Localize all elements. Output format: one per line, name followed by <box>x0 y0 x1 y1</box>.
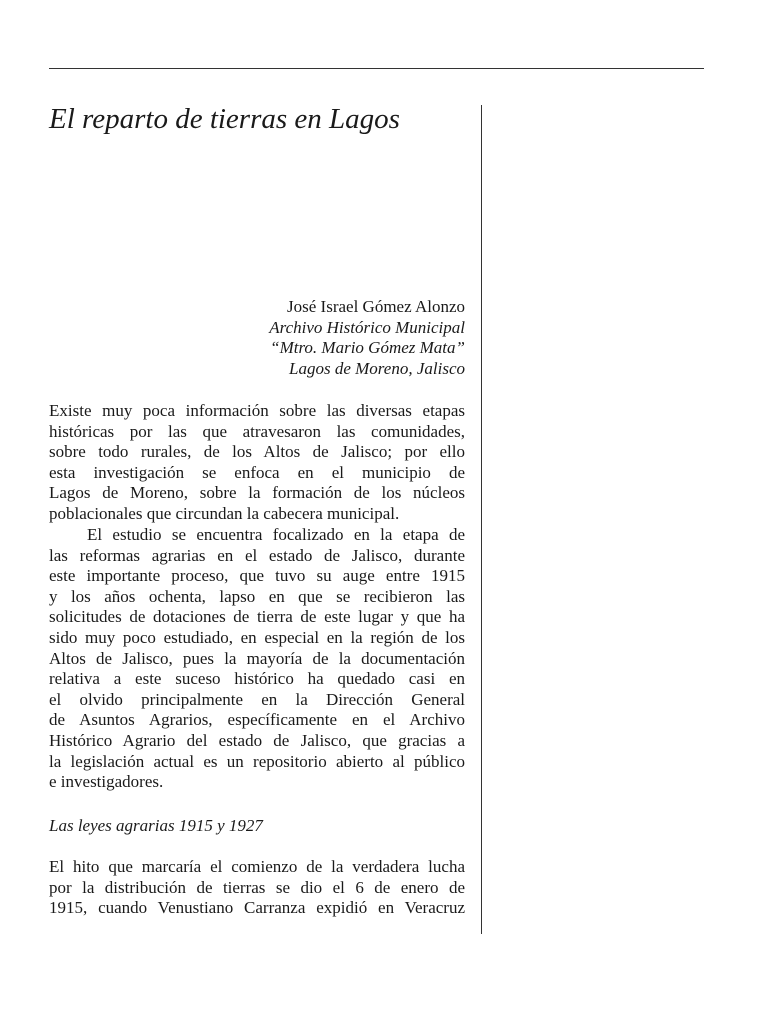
top-rule <box>49 68 704 69</box>
paragraph-line: Altos de Jalisco, pues la mayoría de la documentación <box>49 648 465 668</box>
paragraph-line: de Asuntos Agrarios, específicamente en el Archivo <box>49 710 465 730</box>
author-institution-line1: Archivo Histórico Municipal <box>269 317 465 337</box>
paragraph-line: solicitudes de dotaciones de tierra de este lugar y que ha <box>49 607 465 627</box>
paragraph-3 <box>49 857 465 919</box>
paragraph-line: las reformas agrarias en el estado de Jalisco, durante <box>49 545 465 565</box>
column-rule <box>481 105 482 934</box>
paragraph-line: por la distribución de tierras se dio el 6 de enero de <box>49 877 465 897</box>
paragraph-line: relativa a este suceso histórico ha quedado casi en <box>49 669 465 689</box>
paragraph-line: históricas por las que atravesaron las comunidades, <box>49 421 465 441</box>
section-heading: Las leyes agrarias 1915 y 1927 <box>49 816 263 835</box>
paragraph-line: este importante proceso, que tuvo su auge entre 1915 <box>49 566 465 586</box>
paragraph-line: sido muy poco estudiado, en especial en la región de los <box>49 627 465 647</box>
paragraph-line: El estudio se encuentra focalizado en la etapa de <box>87 525 465 544</box>
paragraph-line: esta investigación se enfoca en el municipio de <box>49 462 465 482</box>
paragraph-2 <box>49 525 465 793</box>
author-institution-line2: “Mtro. Mario Gómez Mata” <box>270 338 465 357</box>
paragraph-line: y los años ochenta, lapso en que se recibieron las <box>49 586 465 606</box>
author-block <box>49 297 465 379</box>
author-name: José Israel Gómez Alonzo <box>287 297 465 316</box>
article-title: El reparto de tierras en Lagos <box>49 103 400 135</box>
paragraph-line: Histórico Agrario del estado de Jalisco, que gracias a <box>49 730 465 750</box>
paragraph-line: 1915, cuando Venustiano Carranza expidió en Veracruz <box>49 898 465 918</box>
paragraph-line: Lagos de Moreno, sobre la formación de los núcleos <box>49 483 465 503</box>
paragraph-line: Existe muy poca información sobre las diversas etapas <box>49 401 465 420</box>
paragraph-line: el olvido principalmente en la Dirección General <box>49 689 465 709</box>
paragraph-line: El hito que marcaría el comienzo de la verdadera lucha <box>49 857 465 876</box>
paragraph-line: sobre todo rurales, de los Altos de Jalisco; por ello <box>49 442 465 462</box>
paragraph-1 <box>49 401 465 525</box>
paragraph-line: la legislación actual es un repositorio abierto al público <box>49 751 465 771</box>
author-location: Lagos de Moreno, Jalisco <box>289 358 465 378</box>
paragraph-line: poblacionales que circundan la cabecera municipal. <box>49 503 400 523</box>
paragraph-line: e investigadores. <box>49 772 164 792</box>
